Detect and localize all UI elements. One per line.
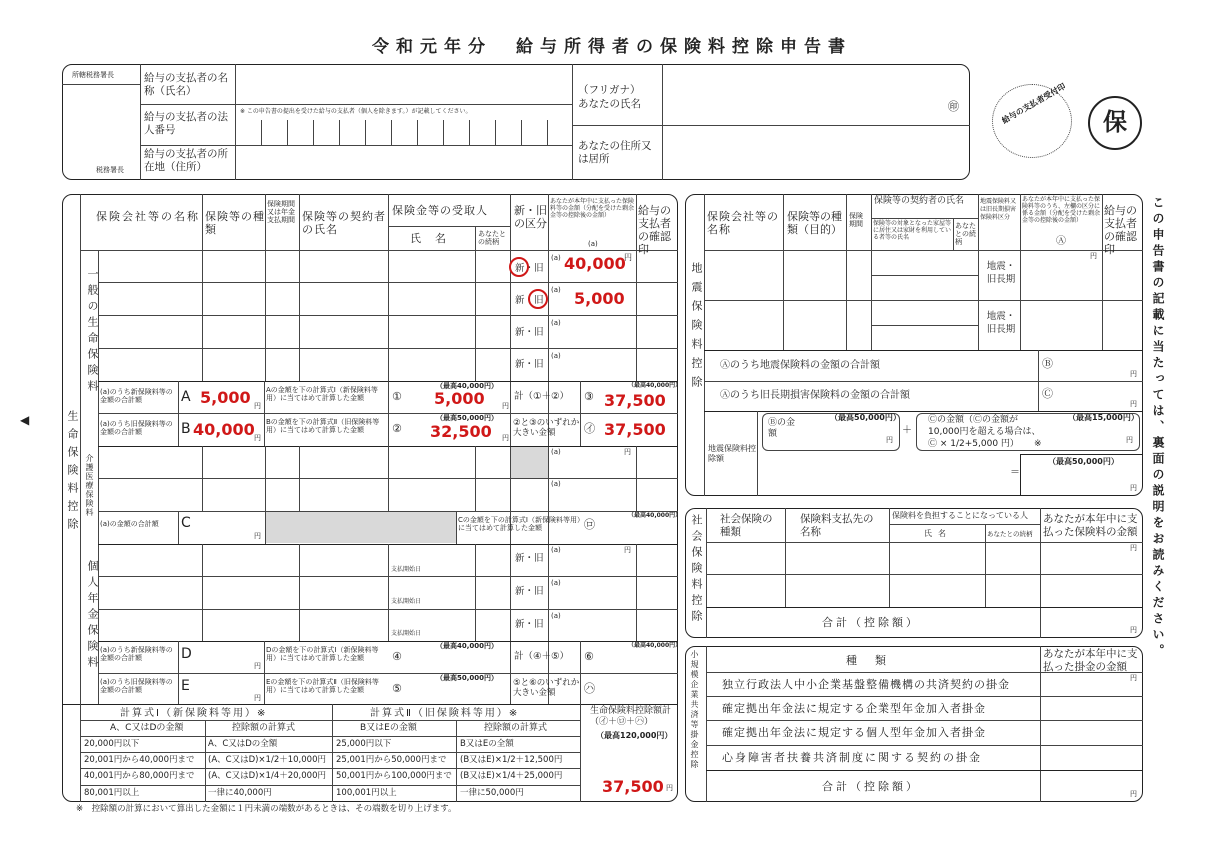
life-total-value[interactable]: 37,500 [602, 777, 664, 796]
sum-old-label: (a)のうち旧保険料等の金額の合計額 [100, 420, 173, 436]
r3-value[interactable]: 37,500 [604, 391, 666, 410]
bigger23-label: ②と③のいずれか大きい金額 [513, 418, 580, 438]
footnote: ※ 控除額の計算において算出した金額に１円未満の端数があるときは、その端数を切り上げます。 [76, 804, 457, 814]
sum-new-label: (a)のうち新保険料等の金額の合計額 [100, 388, 173, 404]
col-amount-a: (a) [588, 240, 598, 248]
small-total-label: 合計（控除額） [822, 780, 920, 793]
general-label: 一般の生命保険料 [86, 268, 99, 396]
col-ben-relation: あなたとの続柄 [478, 230, 506, 246]
pen-old-label: (a)のうち旧保険料等の金額の合計額 [100, 678, 173, 694]
formula1-title: 計算式Ⅰ（新保険料等用）※ [120, 708, 268, 719]
life-total-label: 生命保険料控除額計（㋑＋㋺＋㋩） [590, 706, 672, 727]
care-grey-area [266, 512, 456, 543]
row3-kubun[interactable]: 新・旧 [515, 327, 544, 338]
formula2-title: 計算式Ⅱ（旧保険料等用）※ [370, 708, 520, 719]
payer-number-note: ※ この申告書の提出を受けた給与の支払者（個人を除きます。）が記載してください。 [240, 108, 472, 115]
sum12-label: 計（①＋②） [514, 391, 570, 402]
col-beneficiary: 保険金等の受取人 [392, 204, 488, 217]
r1-value[interactable]: 5,000 [434, 389, 485, 408]
small-item-4: 心身障害者扶養共済制度に関する契約の掛金 [722, 751, 982, 764]
row2-old-circle [528, 289, 548, 309]
tax-office-suffix: 税務署長 [96, 166, 124, 174]
care-label: 介護医療保険料 [85, 454, 94, 517]
seal-mark: ㊞ [948, 100, 959, 113]
row2-amount[interactable]: 5,000 [574, 289, 625, 308]
your-address-label: あなたの住所又は居所 [578, 140, 652, 165]
furigana-label: （フリガナ） [578, 84, 641, 96]
life-section-label: 生命保険料控除 [66, 410, 79, 536]
col-ben-name: 氏名 [410, 232, 460, 245]
small-item-1: 独立行政法人中小企業基盤整備機構の共済契約の掛金 [722, 678, 1010, 691]
sum-new-value[interactable]: 5,000 [200, 388, 251, 407]
your-name-label: あなたの氏名 [578, 98, 641, 110]
row1-amount[interactable]: 40,000 [564, 254, 626, 273]
tax-office-label: 所轄税務署長 [72, 71, 114, 79]
payer-address-label: 給与の支払者の所在地（住所） [144, 148, 228, 173]
care-sum-label: (a)の金額の合計額 [100, 520, 159, 528]
small-item-2: 確定拠出年金法に規定する企業型年金加入者掛金 [722, 702, 986, 715]
left-arrow-icon: ◀ [20, 413, 30, 427]
social-section-label: 社会保険料控除 [690, 514, 703, 626]
row2-kubun[interactable]: 新・旧 [515, 295, 544, 306]
col-amount: あなたが本年中に支払った保険料等の金額（分配を受けた剰余金等の控除後の金額） [550, 198, 635, 219]
sum-old-value[interactable]: 40,000 [193, 420, 255, 439]
form-title: 令和元年分 給与所得者の保険料控除申告書 [372, 37, 852, 57]
social-total-label: 合計（控除額） [822, 616, 920, 629]
col-contractor: 保険等の契約者の氏名 [302, 210, 386, 236]
r2-value[interactable]: 32,500 [430, 422, 492, 441]
row1-kubun[interactable]: 新・旧 [515, 263, 544, 274]
sum-new-letter: A [181, 389, 191, 405]
side-note: この申告書の記載に当たっては、裏面の説明をお読みください。 [1151, 196, 1165, 660]
col-period: 保険期間又は年金支払期間 [267, 200, 295, 224]
payer-name-label: 給与の支払者の名称（氏名） [144, 72, 228, 97]
ho-mark: 保 [1088, 96, 1142, 150]
col-kubun: 新・旧の区分 [514, 204, 547, 230]
row4-kubun[interactable]: 新・旧 [515, 359, 544, 370]
receipt-stamp-text: 給与の支払者受付印 [1000, 81, 1068, 126]
payer-number-label: 給与の支払者の法人番号 [144, 111, 228, 136]
col-company: 保険会社等の名称 [96, 210, 200, 223]
pension-label: 個人年金保険料 [86, 560, 99, 672]
payer-number-boxes[interactable] [236, 120, 572, 145]
r4-value[interactable]: 37,500 [604, 420, 666, 439]
calc2-label: Bの金額を下の計算式Ⅱ（旧保険料等用）に当てはめて計算した金額 [266, 418, 380, 434]
sum-old-letter: B [181, 421, 191, 437]
care-calc-label: Cの金額を下の計算式Ⅰ（新保険料等用）に当てはめて計算した金額 [458, 516, 584, 532]
col-type: 保険等の種類 [205, 210, 265, 236]
small-section-label: 小規模企業共済等掛金控除 [690, 650, 699, 770]
row1-new-circle [509, 257, 529, 277]
col-confirm: 給与の支払者の確認印 [638, 204, 671, 256]
small-item-3: 確定拠出年金法に規定する個人型年金加入者掛金 [722, 726, 986, 739]
quake-section-label: 地震保険料控除 [690, 262, 703, 395]
calc1-label: Aの金額を下の計算式Ⅰ（新保険料等用）に当てはめて計算した金額 [266, 386, 378, 402]
care-letter: C [181, 515, 191, 531]
pen-new-label: (a)のうち新保険料等の金額の合計額 [100, 646, 173, 662]
